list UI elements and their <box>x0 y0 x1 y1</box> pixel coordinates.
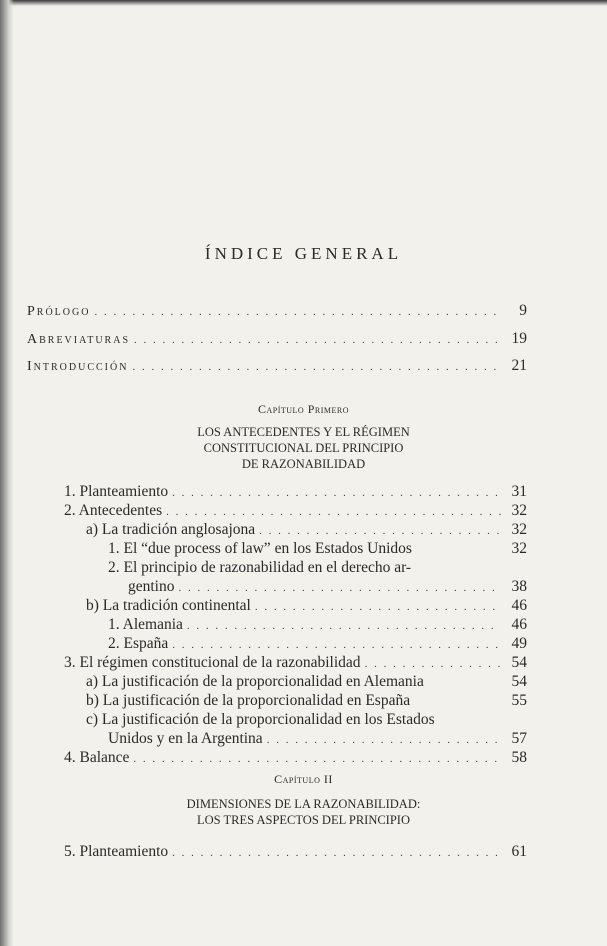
leader-dots <box>179 582 502 594</box>
toc-entry-label: 1. Planteamiento <box>64 483 169 500</box>
toc-entry-label: b) La tradición continental <box>86 597 251 614</box>
toc-entry-page: 32 <box>511 521 527 538</box>
toc-entry-label: c) La justificación de la proporcionalidad en los Estados <box>86 711 435 728</box>
toc-entry-label: 1. El “due process of law” en los Estados Unidos <box>108 540 412 557</box>
leader-dots <box>365 658 501 670</box>
leader-dots <box>259 525 501 537</box>
toc-entry[interactable] <box>86 673 527 691</box>
toc-entry-label: a) La justificación de la proporcionalidad en Alemania <box>86 673 424 690</box>
leader-dots <box>172 487 501 499</box>
toc-entry-page: 54 <box>511 654 527 671</box>
toc-entry-label: 1. Alemania <box>108 616 183 633</box>
toc-entry-abreviaturas[interactable] <box>27 330 527 348</box>
toc-entry[interactable] <box>86 692 527 710</box>
toc-entry-page: 46 <box>511 616 527 633</box>
leader-dots <box>255 601 501 613</box>
toc-entry-page: 54 <box>511 673 527 690</box>
toc-entry-page: 46 <box>511 597 527 614</box>
toc-entry[interactable] <box>64 843 527 861</box>
toc-entry[interactable] <box>64 749 527 767</box>
index-title: ÍNDICE GENERAL <box>204 244 403 263</box>
toc-entry[interactable] <box>86 597 527 615</box>
leader-dots <box>172 639 501 651</box>
chapter-title-line: DE RAZONABILIDAD <box>241 457 366 471</box>
toc-entry[interactable] <box>64 502 527 520</box>
leader-dots <box>133 753 501 765</box>
toc-entry[interactable] <box>64 483 527 501</box>
chapter-heading: Capítulo II <box>274 772 333 786</box>
leader-dots <box>94 306 501 318</box>
toc-entry-page: 49 <box>511 635 527 652</box>
leader-dots <box>267 734 501 746</box>
chapter-heading: Capítulo Primero <box>257 402 349 416</box>
toc-entry-page: 61 <box>511 843 527 860</box>
toc-entry[interactable] <box>108 635 527 653</box>
toc-entry-page: 9 <box>519 302 527 319</box>
page-top-shadow <box>0 0 607 6</box>
toc-entry-page: 32 <box>511 540 527 557</box>
toc-entry-label: gentino <box>128 578 175 595</box>
toc-entry-label: b) La justificación de la proporcionalidad en España <box>86 692 411 709</box>
toc-entry-label: 2. Antecedentes <box>64 502 163 519</box>
toc-entry-label: 2. España <box>108 635 169 652</box>
leader-dots <box>172 847 501 859</box>
toc-entry[interactable] <box>86 521 527 539</box>
leader-dots <box>187 620 501 632</box>
toc-entry-label: Introducción <box>27 359 129 374</box>
toc-entry-page: 58 <box>511 749 527 766</box>
toc-entry-page: 57 <box>511 730 527 747</box>
toc-entry[interactable] <box>108 616 527 634</box>
leader-dots <box>134 334 501 346</box>
leader-dots <box>166 506 501 518</box>
toc-entry-page: 32 <box>511 502 527 519</box>
chapter-title-line: CONSTITUCIONAL DEL PRINCIPIO <box>203 441 404 455</box>
chapter-title-line: LOS TRES ASPECTOS DEL PRINCIPIO <box>196 813 410 827</box>
toc-entry-label: 2. El principio de razonabilidad en el derecho ar- <box>108 559 412 576</box>
toc-entry[interactable] <box>64 654 527 672</box>
toc-entry[interactable] <box>128 578 527 596</box>
chapter-title-line: LOS ANTECEDENTES Y EL RÉGIMEN <box>197 425 410 439</box>
toc-entry-label: a) La tradición anglosajona <box>86 521 256 538</box>
chapter-title <box>0 424 607 472</box>
leader-dots <box>132 361 501 373</box>
toc-entry[interactable] <box>108 540 527 558</box>
toc-entry[interactable] <box>108 730 527 748</box>
toc-entry-page: 21 <box>511 357 527 374</box>
toc-entry-label: 3. El régimen constitucional de la razonabilidad <box>64 654 361 671</box>
toc-entry-prologo[interactable] <box>27 302 527 320</box>
chapter-title-line: DIMENSIONES DE LA RAZONABILIDAD: <box>186 797 421 811</box>
toc-entry-label: Prólogo <box>27 304 91 319</box>
toc-entry-label: Abreviaturas <box>27 332 131 347</box>
toc-entry-page: 55 <box>511 692 527 709</box>
toc-entry-page: 31 <box>511 483 527 500</box>
toc-entry-page: 38 <box>511 578 527 595</box>
toc-entry-introduccion[interactable] <box>27 357 527 375</box>
toc-entry-page: 19 <box>511 330 527 347</box>
chapter-title <box>0 796 607 828</box>
toc-entry-label: Unidos y en la Argentina <box>108 730 263 747</box>
toc-entry-label: 4. Balance <box>64 749 130 766</box>
toc-entry-label: 5. Planteamiento <box>64 843 169 860</box>
